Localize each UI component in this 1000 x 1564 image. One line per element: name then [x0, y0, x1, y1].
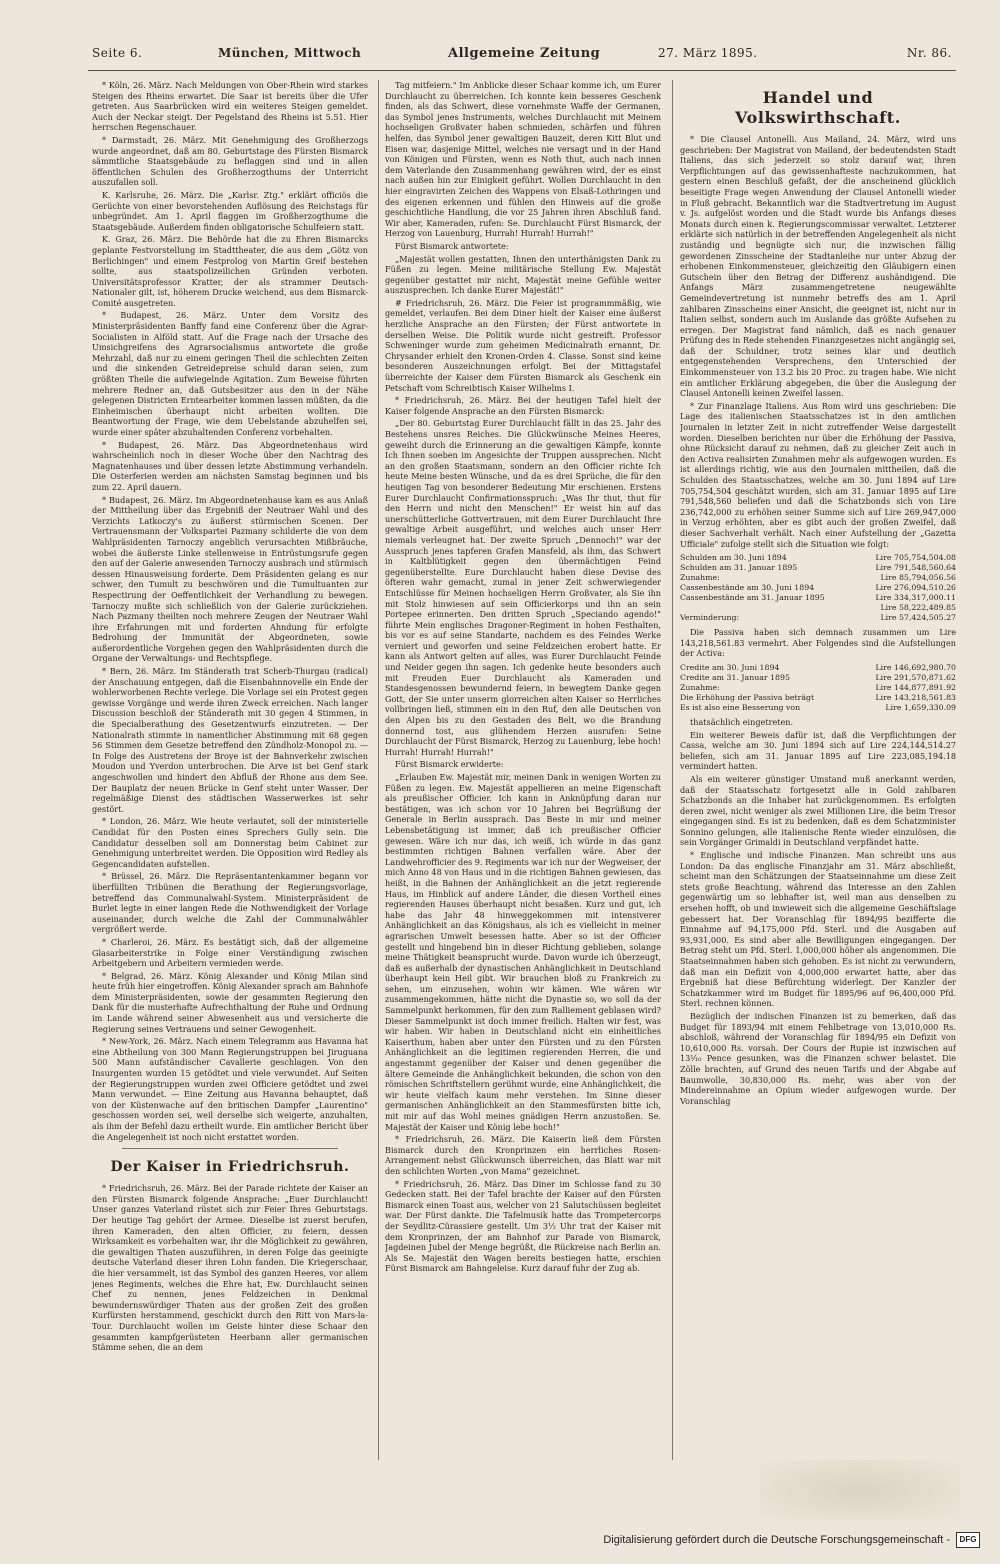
row-label: Verminderung:	[680, 613, 740, 623]
news-paragraph: * Bern, 26. März. Im Ständerath trat Scherb-Thurgau (radical) der Anschauung entgegen, daß die Eisenbahnnovelle ein Ende der wohlerworbenen Rechte verlege. Die Vorlage sei ein Protest gegen gewisse Vorgänge und werde ihren Zweck erreichen. Nach langer Discussion beschloß der Ständerath mit 30 gegen 4 Stimmen, in die Specialberathung des Gesetzentwurfs einzutreten. — Der Nationalrath stimmte in namentlicher Abstimmung mit 68 gegen 56 Stimmen dem Gesetze betreffend den Zündholz-Monopol zu. — In Folge des Austretens der Broye ist der Bahnverkehr zwischen Moudon und Yverdon unterbrochen. Die Arve ist bei Genf stark angeschwollen und hindert den Abfluß der Rhone aus dem See. Der Bauplatz der neuen Brücke in Genf steht unter Wasser. Der regelmäßige Dienst des städtischen Wasserwerkes ist sehr gestört.	[92, 666, 368, 814]
table-row	[680, 703, 956, 713]
news-paragraph: Fürst Bismarck erwiderte:	[395, 759, 504, 770]
row-label	[680, 603, 857, 613]
news-paragraph: * Budapest, 26. März. Unter dem Vorsitz des Ministerpräsidenten Banffy fand eine Conferenz über die Agrar-Socialisten in Alföld statt. Auf die Frage nach der Ursache des Umsichgreifens des Agrarsocialismus antwortete die große Mehrzahl, daß nur zu einem geringen Theil die schlechten Zeiten und die sinkenden Getreidepreise schuld daran seien, zum größten Theile die aufwiegelnde Agitation. Zum Beweise führten mehrere Redner an, daß Gutsbesitzer aus den in der Nähe gelegenen Districten Erntearbeiter kommen lassen müßten, da die Einheimischen überhaupt nicht arbeiten wollten. Die Beantwortung der Frage, wie dem Uebelstande abzuhelfen sei, wurde einer später abzuhaltenden Conferenz vorbehalten.	[92, 310, 368, 437]
news-paragraph: * London, 26. März. Wie heute verlautet, soll der ministerielle Candidat für den Posten eines Sprechers Gully sein. Die Candidatur desselben soll am Donnerstag beim Cabinet zur Genehmigung unterbreitet werden. Die Opposition wird Redley als Gegencandidaten aufstellen.	[92, 816, 368, 869]
column-2	[385, 80, 661, 1460]
column-1	[92, 80, 368, 1460]
table-note: Die Passiva haben sich demnach zusammen um Lire 143,218,561.83 vermehrt. Aber Folgendes sind die Aufstellungen der Activa:	[680, 627, 956, 659]
news-paragraph: K. Karlsruhe, 26. März. Die „Karlsr. Ztg." erklärt officiös die Gerüchte von einer bevorstehenden Auflösung des Reichstags für unbegründet. Am 1. April flaggen im Großherzogthume die Staatsgebäude. Außerdem finden obligatorische Schulfeiern statt.	[92, 189, 368, 232]
table-row	[680, 603, 956, 613]
news-paragraph: * Budapest, 26. März. Das Abgeordnetenhaus wird wahrscheinlich noch in dieser Woche über den Nachtrag des Magnatenhauses und über dessen letzte Abstimmung verhandeln. Die Osterferien werden am nächsten Samstag beginnen und bis zum 22. April dauern.	[92, 439, 368, 492]
row-label: Cassenbestände am 31. Januar 1895	[680, 593, 825, 603]
row-value: Lire 143,218,561.83	[875, 692, 956, 702]
news-paragraph: * Friedrichsruh, 26. März. Die Kaiserin ließ dem Fürsten Bismarck durch den Kronprinzen ein herrliches Rosen-Arrangement nebst Glückwunsch überreichen, das Blatt war mit den schlichten Worten „von Mama" gezeichnet.	[385, 1134, 661, 1176]
finance-table-passiva	[680, 553, 956, 623]
row-label: Zunahme:	[680, 682, 720, 692]
economy-articles	[680, 134, 956, 549]
news-paragraph: „Erlauben Ew. Majestät mir, meinen Dank in wenigen Worten zu Füßen zu legen. Ew. Majestät appellieren an meine Eigenschaft als preußischer Officier. Ich kann in Anknüpfung daran nur bestätigen, was ich schon vor 10 Jahren bei Begrüßung der Generale in Berlin aussprach. Das Beste in mir und meiner Lebensbetätigung ist immer, daß ich preußischer Officier gewesen. Wäre ich nur das, ich weiß, ich würde in das ganz bestimmten richtigen Bahnen verfallen wäre. Aber der Landwehrofficier des 9. Regiments war ich nur der Wegweiser, der mich Anno 48 von Haus und in die richtigen Bahnen gewiesen, das heißt, in die Bahnen der Anhänglichkeit an die jetzt regierende Haus, im Hinblick auf andere Länder, die diesen Vortheil eines regierenden Hauses überhaupt nicht besaßen. Kurz und gut, ich habe das Jahr 48 hinweggekommen mit intensiverer Anhänglichkeit an das Königshaus, als ich es vielleicht in meiner agrarischen Umwelt besessen hatte. Aber so ist der Officier gestellt und hingebend bin in dieser Richtung geblieben, solange meine Thätigkeit beansprucht wurde. Davon wurde ich überzeugt, daß es außerhalb der dynastischen Anhänglichkeit in Deutschland überhaupt kein Heil gibt. Wir brauchen bloß zu Frankreich zu sehen, um einzusehen, wohin wir kämen. Wie wären wir zusammengekommen, hätte nicht die Dynastie so, wo soll da der Sammelpunkt herkommen, für den zum Ralliement geblasen wird? Dieser Sammelpunkt ist doch immer freilich. Halten wir fest, was wir haben. Wir haben in Deutschland nicht ein einheitliches Kaiserthum, haben aber unter den Fürsten und zu den Fürsten Anhänglichkeit an die legitimen regierenden Herren, die und angestammt gegenüber der Kaiser und denen gegenüber die ältere Gemeinde die Anhänglichkeit bekunden, die schon von den römischen Schriftstellern gerühmt wurde, eine Anhänglichkeit, die wir heute vielfach kaum mehr verstehen. Im Sinne dieser germanischen Anhänglichkeit an den Stammesfürsten bitte ich, mit mir auf das Wohl meines gnädigen Herrn anzustoßen. Se. Majestät der Kaiser und König lebe hoch!"	[385, 772, 661, 1132]
table-row	[680, 673, 956, 683]
table-row	[680, 573, 956, 583]
row-label: Zunahme:	[680, 573, 720, 583]
issue-date: 27. März 1895.	[658, 46, 758, 60]
table-row	[680, 683, 956, 693]
credit-text: Digitalisierung gefördert durch die Deutsche Forschungsgemeinschaft -	[603, 1534, 950, 1546]
news-paragraph: * Englische und indische Finanzen. Man schreibt uns aus London: Da das englische Finanzjahr am 31. März abschließt, scheint man den Schätzungen der Staatseinnahme um diese Zeit stets große Beachtung, während das Interesse an den Zahlen gegenwärtig um so lebhafter ist, weil man aus denselben zu ersehen hofft, ob und inwieweit sich die allgemeine Geschäftslage gebessert hat. Der Voranschlag für 1894/95 bezifferte die Einnahme auf 94,175,000 Pfd. Sterl. und die Ausgaben auf 93,931,000. Es sind aber alle Bewilligungen eingegangen. Der Betrag steht um Pfd. Sterl. 1,000,000 höher als angenommen. Die Staatseinnahmen haben sich gehoben. Es ist nicht zu verwundern, daß man ein Defizit von 4,000,000 erwartet hatte, aber das Ergebniß hat diese Befürchtung widerlegt. Der Kanzler der Schatzkammer wird im Budget für 1895/96 auf 96,400,000 Pfd. Sterl. rechnen können.	[680, 850, 956, 1009]
news-paragraph: Ein weiterer Beweis dafür ist, daß die Verpflichtungen der Cassa, welche am 30. Juni 1894 sich auf Lire 224,144,514.27 beliefen, sich am 31. Januar 1895 auf Lire 223,085,194.18 vermindert hatten.	[680, 729, 956, 772]
row-value: Lire 705,754,504.08	[875, 553, 956, 563]
news-items	[92, 80, 368, 1142]
issue-number: Nr. 86.	[906, 46, 952, 60]
news-paragraph: * Zur Finanzlage Italiens. Aus Rom wird uns geschrieben: Die Lage des italienischen Staatsschatzes ist in den amtlichen Journalen in letzter Zeit in nicht zutreffender Weise dargestellt worden. Dieselben berichten nur über die Erhöhung der Passiva, ohne Rücksicht darauf zu nehmen, daß zu gleicher Zeit auch in den Activa realisirten Zunahmen mehr als aufgewogen wurden. Es ist allerdings richtig, wie aus den Journalen mittheilen, daß die Schulden des Staatsschatzes, welche am 30. Juni 1894 auf Lire 705,754,504 geschätzt wurden, sich am 31. Januar 1895 auf Lire 791,548,560 beliefen und daß die Schatzbonds sich von Lire 236,742,000 zu erhöhen seiner Summe sich auf Lire 269,947,000 in Verzug erhöhten, aber es gibt auch der großen Zweifel, daß dieser Sachverhalt verhält. Nach einer Aufstellung der „Gazetta Ufficiale" zufolge stellt sich die Situation wie folgt:	[680, 400, 956, 549]
row-value: Lire 334,317,000.11	[875, 593, 956, 603]
table-row	[680, 583, 956, 593]
news-paragraph: * Köln, 26. März. Nach Meldungen von Ober-Rhein wird starkes Steigen des Rheins erwartet. Die Saar ist bereits über die Ufer getreten. Aus Saarbrücken wird ein weiteres Steigen gemeldet. Auch der Neckar steigt. Der Pegelstand des Rheins ist 5.51. Hier herrschen Regenschauer.	[92, 80, 368, 133]
news-paragraph: thatsächlich eingetreten.	[690, 716, 794, 727]
row-label: Schulden am 31. Januar 1895	[680, 563, 798, 573]
separator-line	[122, 1148, 338, 1149]
column-3	[680, 80, 956, 1460]
kaiser-article	[92, 1183, 368, 1353]
news-paragraph: # Friedrichsruh, 26. März. Die Feier ist programmmäßig, wie gemeldet, verlaufen. Bei dem Diner hielt der Kaiser eine äußerst herzliche Ansprache an den Fürsten; der Fürst antwortete in derselben Weise. Die Politik wurde nicht gestreift. Professor Schweninger wurde zum geheimen Medicinalrath ernannt, Dr. Chrysander erhielt den Kronen-Orden 4. Classe. Sonst sind keine besonderen Auszeichnungen erfolgt. Bei der Mittagstafel überreichte der Kaiser dem Fürsten Bismarck als Geschenk ein Petschaft vom Schreibtisch Kaiser Wilhelms I.	[385, 297, 661, 393]
news-paragraph: Bezüglich der indischen Finanzen ist zu bemerken, daß das Budget für 1893/94 mit einem Fehlbetrage von 13,010,000 Rs. abschloß, während der Voranschlag für 1894/95 ein Defizit von 10,610,000 Rs. vorsah. Der Cours der Rupie ist inzwischen auf 13¹⁄₁₀ Pence gesunken, was die Finanzen schwer belastet. Die Zölle brachten, auf Grund des neuen Tarifs und der Abgabe auf Baumwolle, 30,830,000 Rs. mehr, was aber von der Mindereinnahme an Opium wieder aufgewogen wurde. Der Voranschlag	[680, 1010, 956, 1106]
column-divider	[672, 80, 673, 1460]
table-row	[680, 593, 956, 603]
row-label: Es ist also eine Besserung von	[680, 702, 801, 712]
section-heading: Handel und Volkswirthschaft.	[735, 88, 901, 127]
digitization-credit	[603, 1532, 980, 1548]
news-paragraph: Tag mitfeiern." Im Anblicke dieser Schaar komme ich, um Eurer Durchlaucht zu überreichen. Ich konnte kein besseres Geschenk finden, als das Schwert, diese vornehmste Waffe der Germanen, das Symbol jenes Instruments, welches Durchlaucht mit Meinem hochseligen Großvater haben schmieden, schärfen und führen helfen, das Symbol jener gewaltigen Bauzeit, deren Kitt Blut und Eisen war, dasjenige Mittel, welches nie versagt und in der Hand von Königen und Fürsten, wenn es Noth thut, auch nach innen dem Vaterlande den Zusammenhang gewähren wird, der es einst nach außen hin zur Einigkeit geführt. Wollen Durchlaucht in den hier eingravirten Zeichen des Wappens von Elsaß-Lothringen und des eigenen erkennen und fühlen den Hinweis auf die große geschichtliche Handlung, die vor 25 Jahren ihren Abschluß fand. Wir aber, Kameraden, rufen: Se. Durchlaucht Fürst Bismarck, der Herzog von Lauenburg, Hurrah! Hurrah! Hurrah!"	[385, 80, 661, 239]
row-value: Lire 144,877,891.92	[875, 682, 956, 692]
news-paragraph: * Brüssel, 26. März. Die Repräsentantenkammer begann vor überfüllten Tribünen die Berathung der Regierungsvorlage, betreffend das Communalwahl-System. Ministerpräsident de Burlet legte in einer langen Rede die Nothwendigkeit der Vorlage auseinander, durch welche die Zahl der Communalwähler vergrößert werde.	[92, 871, 368, 935]
news-paragraph: * Charleroi, 26. März. Es bestätigt sich, daß der allgemeine Glasarbeiterstrike in Folge einer Verständigung zwischen Arbeitgebern und Arbeitern vermieden werde.	[92, 936, 368, 969]
table-row	[680, 693, 956, 703]
row-label: Die Erhöhung der Passiva beträgt	[680, 692, 815, 702]
row-value: Lire 291,570,871.62	[875, 672, 956, 682]
row-label: Credite am 30. Juni 1894	[680, 662, 780, 672]
column-divider	[378, 80, 379, 1460]
news-paragraph: Als ein weiterer günstiger Umstand muß anerkannt werden, daß der Staatsschatz fortgesetzt alle in Gold zahlbaren Schatzbonds an die Inhaber hat zurückgenommen. Es erfolgten deren zwei, nicht weniger als zwei Millionen Lire, die beim Tresor eingegangen sind. Es ist zu bedenken, daß es dem Schatzminister Sonnino gelungen, alle italienische Rente wieder einzulösen, die sein Vorgänger Grimaldi in Deutschland verpfändet hatte.	[680, 773, 956, 848]
news-paragraph: * Friedrichsruh, 26. März. Bei der heutigen Tafel hielt der Kaiser folgende Ansprache an den Fürsten Bismarck:	[385, 395, 661, 416]
row-label: Cassenbestände am 30. Juni 1894	[680, 583, 815, 593]
news-paragraph: * Friedrichsruh, 26. März. Das Diner im Schlosse fand zu 30 Gedecken statt. Bei der Tafel brachte der Kaiser auf den Fürsten Bismarck einen Toast aus, welcher von 21 Salutschüssen begleitet war. Der Fürst dankte. Die Tafelmusik hatte das Trompetercorps der Seydlitz-Cürassiere gestellt. Um 3½ Uhr trat der Kaiser mit dem Kronprinzen, der am Bahnhof zur Parade von Bismarck, Jagdeinen Jubel der Menge begrüßt, die Rückreise nach Berlin an. Als Se. Majestät den Wagen bereits bestiegen hatte, erschien Fürst Bismarck am Bahngeleise. Kurz darauf fuhr der Zug ab.	[385, 1178, 661, 1274]
row-value: Lire 1,659,330.09	[885, 702, 956, 712]
row-value: Lire 57,424,505.27	[880, 613, 956, 623]
row-label: Credite am 31. Januar 1895	[680, 672, 790, 682]
news-paragraph: * Budapest, 26. März. Im Abgeordnetenhause kam es aus Anlaß der Mittheilung über das Ergebniß der Neutraer Wahl und des Verzichts Latkoczy's zu äußerst stürmischen Scenen. Der Vertrauensmann der Volkspartei Pazmany schilderte die von dem Wahlpräsidenten Tarnoczy angeblich verursachten Mißbräuche, wobei die äußerste Linke stellenweise in Entrüstungsrufe gegen den auf der Galerie anwesenden Tarnoczy ausbrach und stürmisch dessen Hinausweisung forderte. Dem Präsidenten gelang es nur schwer, den Tumult zu beschwören und die Tumultuanten zur Respectirung der Oeffentlichkeit der Verhandlung zu bewegen. Tarnoczy mußte sich schließlich von der Galerie zurückziehen. Nach Pazmany theilten noch mehrere Zeugen der Neutraer Wahl ihre Erfahrungen mit und forderten Ahndung für erfolgte Bedrohung der Immunität der Abgeordneten, sowie außerordentliche Vorgehen gegen den Wahlpräsidenten durch die Organe der Verwaltungs- und Rechtspflege.	[92, 494, 368, 664]
table-row	[680, 613, 956, 623]
row-value: Lire 146,692,980.70	[875, 662, 956, 672]
row-label: Schulden am 30. Juni 1894	[680, 553, 787, 563]
masthead	[88, 36, 956, 71]
place-date-line: München, Mittwoch	[218, 46, 362, 60]
table-row	[680, 553, 956, 563]
finance-table-activa	[680, 663, 956, 713]
dfg-logo: DFG	[956, 1532, 980, 1548]
news-paragraph: * New-York, 26. März. Nach einem Telegramm aus Havanna hat eine Abtheilung von 300 Mann Regierungstruppen bei Jiruguana 500 Mann aufständischer Cavallerie geschlagen. Von den Insurgenten wurden 15 getödtet und viele verwundet. Auf Seiten der Regierungstruppen wurden zwei Officiere getödtet und zwei Mann verwundet. — Eine Zeitung aus Havanna behauptet, daß von der Küstenwache auf den britischen Dampfer „Laurentino" geschossen worden sei, weil derselbe sich weigerte, anzuhalten, als ihm der Befehl dazu ertheilt wurde. Ein amtlicher Bericht über die Angelegenheit ist noch nicht erstattet worden.	[92, 1036, 368, 1142]
news-paragraph: „Der 80. Geburtstag Eurer Durchlaucht fällt in das 25. Jahr des Bestehens unsres Reiches. Die Glückwünsche Meines Heeres, geweiht durch die Erinnerung an die gewaltigen Kämpfe, konnte Ich Ihnen soeben im Angesichte der Truppen aussprechen. Nicht an den großen Staatsmann, sondern an den Officier richte Ich heute Meine besten Wünsche, und da es drei Sprüche, die für den heutigen Tag von besonderer Bedeutung Mir erschienen. Erstens Eurer Durchlaucht Confirmationsspruch: „Was Ihr thut, thut für den Herrn und nicht den Menschen!" Er weist hin auf das unerschütterliche Gottvertrauen, mit dem Eurer Durchlaucht Ihre gewaltige Arbeit ausgeführt, und welches auch unser Herr niemals verleugnet hat. Der zweite Spruch „Dennoch!" war der Ausspruch jenes tapferen Grafen Mansfeld, als ihm, das Schwert in Kaltblütigkeit gegen den übermächtigen Feind gegenüberstellte. Eure Durchlaucht haben diese Devise des öfteren wahr gemacht, zumal in jener Zeit schwerwiegender Entschlüsse für Meinen hochseligen Herrn Großvater, als Sie ihn mit Stolz hinwiesen auf sein Officierkorps und ihn an sein Portepee erinnerten. Den dritten Spruch „Speciando agendo!" führte Mein englisches Dragoner-Regiment in hohen Festhalten, bis vor es auf seine Standarte, nachdem es des Feindes Werke verniert und geworfen und seine Feldzeichen erobert hatte. Er kann als Antwort gelten auf alles, was Eurer Durchlaucht Feinde und Neider gegen ihn sagen. Ich gedenke heute besonders auch mit Freuden Euer Durchlaucht als Kameraden und Standesgenossen bewundernd feiern, in bewegtem Danke gegen Gott, der Sie unter unserm glorreichen alten Kaiser so Herrliches vollbringen ließ, stimmen ein in den Ruf, den alle Deutschen von den Alpen bis zu den Gestaden des Belt, wo die Brandung donnernd tost, aus glühendem Herzen ausrufen: Seine Durchlaucht der Fürst Bismarck, Herzog zu Lauenburg, lebe hoch! Hurrah! Hurrah! Hurrah!"	[385, 418, 661, 757]
news-paragraph: * Die Clausel Antonelli. Aus Mailand, 24. März, wird uns geschrieben: Der Magistrat von Mailand, der bedeutendsten Stadt Italiens, das sich jederzeit so stolz darauf war, ihren Verpflichtungen auf das gewissenhafteste nachzukommen, hat gestern einen Beschluß gefaßt, der die anscheinend glücklich beseitigte Frage wegen Anwendung der Clausel Antonelli wieder in Fluß gebracht. Bekanntlich war die Stadtvertretung im August v. Js. aufgelöst worden und die Stadt wurde bis Anfangs dieses Monats durch einen k. Regierungscommissar verwaltet. Letzterer erklärte sich natürlich in der betreffenden Angelegenheit als nicht zuständig und begnügte sich nur, die inzwischen fällig gewordenen Zinsscheine der Stadtanleihe nur unter Abzug der erhobenen Einkommensteuer, gleichzeitig den Gläubigern einen Gutschein über den Betrag der Differenz aushändigend. Die Anfangs März zusammengetretene neugewählte Gemeindevertretung ist nunmehr betreffs des am 1. April zahlbaren Zinsscheins einer Ansicht, die geeignet ist, nicht nur in Italien selbst, sondern auch im Auslande das größte Aufsehen zu erregen. Der Magistrat fand nämlich, daß es nach genauer Prüfung des in Rede stehenden Finanzgesetzes nicht angängig sei, daß der Schuldner, trotz seines klar und deutlich entgegenstehenden Versprechens, den Unterschied der Einkommensteuer von 13.2 bis 20 Proc. zu tragen habe. Wie nicht ein amtlicher Erklärung abgegeben, die über die Auslegung der Clausel Antonelli keinen Zweifel lassen.	[680, 134, 956, 399]
newspaper-title: Allgemeine Zeitung	[448, 46, 601, 61]
row-value: Lire 85,794,056.56	[880, 573, 956, 583]
table-row	[680, 663, 956, 673]
row-value: Lire 791,548,560.64	[875, 563, 956, 573]
row-value: Lire 276,094,510.26	[875, 583, 956, 593]
news-paragraph: * Darmstadt, 26. März. Mit Genehmigung des Großherzogs wurde angeordnet, daß am 80. Geburtstage des Fürsten Bismarck sämmtliche Staatsgebäude zu beflaggen sind und in allen öffentlichen Schulen des Großherzogthums der Unterricht auszufallen soll.	[92, 134, 368, 188]
row-value: Lire 58,222,489.85	[880, 603, 956, 613]
table-row	[680, 563, 956, 573]
news-paragraph: * Friedrichsruh, 26. März. Bei der Parade richtete der Kaiser an den Fürsten Bismarck folgende Ansprache: „Euer Durchlaucht! Unser ganzes Vaterland rüstet sich zur Feier Ihres Geburtstags. Der heutige Tag gehört der Armee. Dieselbe ist zuerst berufen, ihren Kameraden, den alten Officier, zu feiern, dessen Wirksamkeit es vorbehalten war, ihr die Möglichkeit zu gewähren, die gewaltigen Thaten auszuführen, in deren Folge das geeinigte deutsche Vaterland dieser ihren Lohn fanden. Die Kriegerschaar, die hier versammelt, ist das Symbol des ganzen Heeres, vor allem jenes Regiments, welches die Ehre hat, Ew. Durchlaucht seinen Chef zu nennen, jenes Feldzeichen in Denkmal bewundernswürdiger Thaten aus der großen Zeit des großen Kurfürsten herstammend, geschickt durch den Ritt von Mars-la-Tour. Durchlaucht wollen im Geiste hinter diese Schaar den gesammten kampfgerüsteten Heerbann aller germanischen Stämme sehen, die an dem	[92, 1183, 368, 1353]
kaiser-article-continued	[385, 80, 661, 1274]
page-number: Seite 6.	[92, 46, 143, 60]
news-paragraph: Fürst Bismarck antwortete:	[395, 240, 509, 251]
paper-stain	[760, 1460, 960, 1520]
news-paragraph: * Belgrad, 26. März. König Alexander und König Milan sind heute früh hier eingetroffen. König Alexander sprach am Bahnhofe dem Ministerpräsidenten, sowie der gesammten Regierung den Dank für die musterhafte Aufrechthaltung der Ruhe und Ordnung im Lande während seiner Abwesenheit aus und versicherte die Regierung seines Vertrauens und seiner Gewogenheit.	[92, 970, 368, 1034]
news-paragraph: „Majestät wollen gestatten, Ihnen den unterthänigsten Dank zu Füßen zu legen. Meine militärische Stellung Ew. Majestät gegenüber gestattet mir nicht, Majestät meine Gefühle weiter auszusprechen. Ich danke Eurer Majestät!"	[385, 253, 661, 296]
economy-articles-continued	[680, 717, 956, 1106]
section-heading: Der Kaiser in Friedrichsruh.	[110, 1159, 350, 1176]
news-paragraph: K. Graz, 26. März. Die Behörde hat die zu Ehren Bismarcks geplante Festvorstellung im Stadttheater, die aus dem „Götz von Berlichingen" und einem Festprolog von Martin Greif bestehen sollte, aus staatspolizeilichen Gründen verboten. Universitätsprofessor Kratter, der als strammer Deutsch-Nationaler gilt, ist, höherem Drucke weichend, aus dem Bismarck-Comité ausgetreten.	[92, 234, 368, 308]
